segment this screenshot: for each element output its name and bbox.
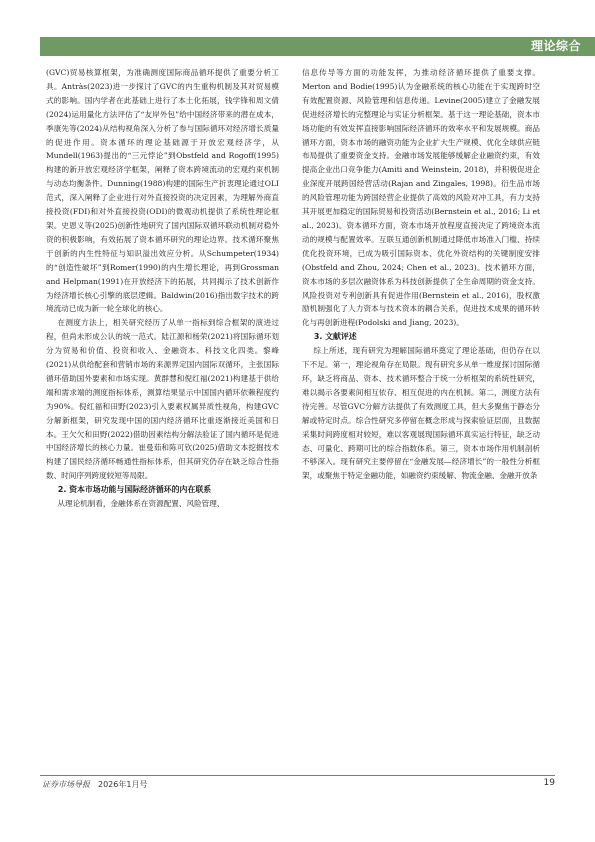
paragraph: (GVC)贸易核算框架，为准确测度国际商品循环提供了重要分析工具。Antràs(2023)进一步探讨了GVC的内生重构机制及其对贸易模式的影响。国内学者在此基础上进行了本土化拓展，钱学锋和周文倩(2024)运用量化方法评估了“友岸外包”给中国经济带来的潜在成本，季康先等(2024)从结构视角深入分析了参与国际循环对经济增长质量的促进作用。资本循环的理论基础源于开放宏观经济学，从Mundell(1963)提出的“三元悖论”到Obstfeld and Rogoff(1995)构建的新开放宏观经济学框架，阐释了资本跨境流动的宏观约束机制与动态均衡条件。Dunning(1988)构建的国际生产折衷理论通过OLI范式，深入阐释了企业进行对外直接投资的决定因素，为理解外商直接投资(FDI)和对外直接投资(ODI)的微观动机提供了系统性理论框架。史恩义等(2025)创新性地研究了国内国际双循环联动机制对稳外资的积极影响，有效拓展了资本循环研究的理论边界。技术循环聚焦于创新的内生性特征与知识溢出效应分析。从Schumpeter(1934)的“创造性破坏”到Romer(1990)的内生增长理论，再到Grossman and Helpman(1991)在开放经济下的拓展，共同揭示了技术创新作为经济增长核心引擎的底层逻辑。Baldwin(2016)指出数字技术的跨境流动已成为新一轮全球化的核心。 bbox=[46, 68, 279, 314]
left-column bbox=[46, 66, 279, 511]
section-banner bbox=[40, 37, 595, 56]
section-heading: 3. 文献评述 bbox=[313, 332, 357, 342]
section-tag: 理论综合 bbox=[530, 39, 581, 53]
paragraph: 信息传导等方面的功能发挥，为推动经济循环提供了重要支撑。Merton and Bodie(1995)认为金融系统的核心功能在于实现跨时空有效配置资源、风险管理和信息传递。Levine(2005)建立了金融发展促进经济增长的完整理论与实证分析框架。基于这一理论基础，资本市场功能的有效发挥直接影响国际经济循环的效率水平和发展规模。商品循环方面，资本市场的融资功能为企业扩大生产规模、优化全球供应链布局提供了重要资金支持。金融市场发展能够缓解企业融资约束，有效提高企业出口竞争能力(Amiti and Weinstein, 2018)，并积极促进企业深度开展跨国经营活动(Rajan and Zingales, 1998)。衍生品市场的风险管理功能为跨国经营企业提供了高效的风险对冲工具，有力支持其开展更加稳定的国际贸易和投资活动(Bernstein et al., 2016; Li et al., 2023)。资本循环方面，资本市场开放程度直接决定了跨境资本流动的规模与配置效率。互联互通创新机制通过降低市场准入门槛、持续优化投资环境，已成为吸引国际资本、优化外资结构的关键制度安排(Obstfeld and Zhou, 2024; Chen et al., 2023)。技术循环方面，资本市场的多层次融资体系为科技创新提供了全生命周期的资金支持。风险投资对专利创新具有促进作用(Bernstein et al., 2016)，股权激励机制强化了人力资本与技术资本的耦合关系，促进技术成果的循环转化与再创新进程(Podolski and Jiang, 2023)。 bbox=[302, 68, 540, 328]
right-column bbox=[302, 66, 540, 483]
page-number: 19 bbox=[543, 778, 555, 788]
section-heading: 2. 资本市场功能与国际经济循环的内在联系 bbox=[57, 485, 212, 495]
paragraph: 综上所述，现有研究为理解国际循环奠定了理论基础，但仍存在以下不足。第一，理论视角存在局限。现有研究多从单一维度探讨国际循环，缺乏将商品、资本、技术循环整合于统一分析框架的系统性研究，难以揭示各要素间相互依存、相互促进的内在机制。第二，测度方法有待完善。尽管GVC分解方法提供了有效测度工具，但大多聚焦于静态分解或特定时点。综合性研究多停留在概念形成与探索验证层面，且数据采集时间跨度相对较短，难以客观展现国际循环真实运行特征，缺乏动态、可量化、跨期可比的综合指数体系。第三，资本市场作用机制剖析不够深入。现有研究主要停留在“金融发展—经济增长”的一般性分析框架，或聚焦于特定金融功能，如融资约束缓解、物流金融、金融开放条 bbox=[302, 346, 540, 481]
paragraph: 在测度方法上，相关研究经历了从单一指标到综合框架的演进过程，但尚未形成公认的统一范式。陆江源和杨荣(2021)将国际循环划分为贸易和价值、投资和收入、金融资本、科技文化四类。黎峰(2021)从供给配套和营销市场的来源界定国内国际双循环，主张国际循环借助国外要素和市场实现。黄群慧和倪红福(2021)构建基于供给端和需求端的测度指标体系，测算结果显示中国国内循环依赖程度约为90%。倪红福和田野(2023)引入要素权属异质性视角，构建GVC分解新框架，研究发现中国的国内经济循环比重逐渐接近美国和日本。王欠欠和田野(2022)借助因素结构分解法验证了国内循环是促进中国经济增长的核心力量。崔曼茹和陈可钦(2025)借助文本挖掘技术构建了国民经济循环畅通性指标体系，但其研究仍存在缺乏综合性指数、时间序列跨度较短等局限。 bbox=[46, 318, 279, 481]
journal-name: 证券市场导报 bbox=[42, 780, 90, 789]
issue-label: 2026年1月号 bbox=[98, 780, 148, 789]
paragraph: 从理论机制看，金融体系在资源配置、风险管理、 bbox=[57, 499, 225, 509]
footer-divider bbox=[40, 775, 555, 776]
